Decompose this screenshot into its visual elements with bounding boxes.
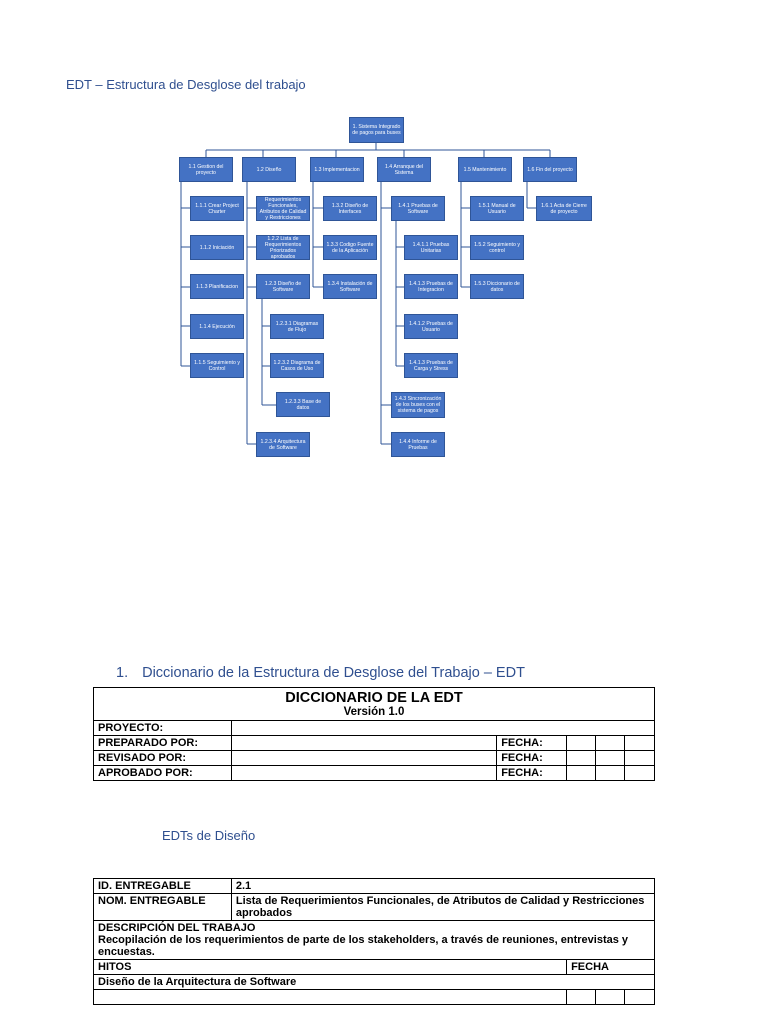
preparado-label: PREPARADO POR:	[94, 736, 232, 751]
wbs-node-1-2-3-4: 1.2.3.4 Arquitectura de Software	[256, 432, 310, 457]
wbs-chart	[0, 0, 768, 480]
descripcion-label: DESCRIPCIÓN DEL TRABAJO	[98, 922, 256, 934]
nom-entregable-value: Lista de Requerimientos Funcionales, de Atributos de Calidad y Restricciones aprobados	[231, 894, 654, 921]
wbs-node-1-1: 1.1 Gestion del proyecto	[179, 157, 233, 182]
wbs-node-1-4-1-2: 1.4.1.2 Pruebas de Usuario	[404, 314, 458, 339]
proyecto-label: PROYECTO:	[94, 721, 232, 736]
aprobado-fecha-month	[596, 766, 625, 781]
aprobado-fecha-year	[625, 766, 655, 781]
wbs-node-1-1-3: 1.1.3 Planificacion	[190, 274, 244, 299]
wbs-node-1-4-1-1: 1.4.1.1 Pruebas Unitarias	[404, 235, 458, 260]
nom-entregable-label: NOM. ENTREGABLE	[94, 894, 232, 921]
wbs-node-1-4-4: 1.4.4 Informe de Pruebas	[391, 432, 445, 457]
preparado-fecha-year	[625, 736, 655, 751]
wbs-node-1-2-3-3: 1.2.3.3 Base de datos	[276, 392, 330, 417]
revisado-fecha-day	[567, 751, 596, 766]
wbs-node-1-2-2: 1.2.2 Lista de Requerimientos Priorizados aprobados	[256, 235, 310, 260]
revisado-fecha-month	[596, 751, 625, 766]
aprobado-label: APROBADO POR:	[94, 766, 232, 781]
preparado-fecha-label: FECHA:	[497, 736, 567, 751]
wbs-node-1-6-1: 1.6.1 Acta de Cierre de proyecto	[536, 196, 592, 221]
wbs-node-1-2-1: Requerimientos Funcionales, Atributos de Calidad y Restricciones	[256, 196, 310, 221]
descripcion-cell	[94, 921, 655, 960]
dictionary-heading	[116, 665, 525, 681]
preparado-value	[231, 736, 496, 751]
wbs-node-1-2: 1.2 Diseño	[242, 157, 296, 182]
wbs-node-1-6: 1.6 Fin del proyecto	[523, 157, 577, 182]
hito-row: Diseño de la Arquitectura de Software	[94, 975, 655, 990]
revisado-fecha-year	[625, 751, 655, 766]
dictionary-table-header	[94, 688, 655, 721]
hito-fecha-day	[567, 990, 596, 1005]
aprobado-value	[231, 766, 496, 781]
wbs-node-1-2-3-1: 1.2.3.1 Diagramas de Flujo	[270, 314, 324, 339]
design-heading: EDTs de Diseño	[162, 828, 256, 843]
deliverable-table	[93, 878, 655, 1005]
dictionary-table-title: DICCIONARIO DE LA EDT	[285, 690, 463, 706]
wbs-node-1-4-1: 1.4.1 Pruebas de Software	[391, 196, 445, 221]
id-entregable-label: ID. ENTREGABLE	[94, 879, 232, 894]
hitos-label: HITOS	[94, 960, 567, 975]
wbs-node-1-3-3: 1.3.3 Codigo Fuente de la Aplicación	[323, 235, 377, 260]
wbs-node-1-3: 1.3 Implementacion	[310, 157, 364, 182]
dictionary-table-version: Versión 1.0	[343, 706, 405, 718]
wbs-node-1-4-3: 1.4.3 Sincronización de los buses con el sistema de pagos	[391, 392, 445, 418]
preparado-fecha-month	[596, 736, 625, 751]
proyecto-value	[231, 721, 654, 736]
wbs-node-1-4-1-3-carga: 1.4.1.3 Pruebas de Carga y Stress	[404, 353, 458, 378]
wbs-node-1-2-3-2: 1.2.3.2 Diagrama de Casos de Uso	[270, 353, 324, 378]
wbs-node-1-5: 1.5 Mantenimiento	[458, 157, 512, 182]
aprobado-fecha-day	[567, 766, 596, 781]
aprobado-fecha-label: FECHA:	[497, 766, 567, 781]
wbs-node-root: 1. Sistema Integrado de pagos para buses	[349, 117, 404, 143]
hito-fecha-month	[596, 990, 625, 1005]
id-entregable-value: 2.1	[231, 879, 654, 894]
wbs-node-1-1-1: 1.1.1 Crear Project Charter	[190, 196, 244, 221]
wbs-connectors	[0, 0, 768, 480]
dictionary-heading-text: Diccionario de la Estructura de Desglose del Trabajo – EDT	[142, 665, 525, 681]
wbs-node-1-1-4: 1.1.4 Ejecución	[190, 314, 244, 339]
revisado-value	[231, 751, 496, 766]
descripcion-value: Recopilación de los requerimientos de parte de los stakeholders, a través de reuniones, entrevistas y encuestas.	[98, 934, 629, 958]
wbs-node-1-4: 1.4 Arranque del Sistema	[377, 157, 431, 182]
wbs-node-1-2-3: 1.2.3 Diseño de Software	[256, 274, 310, 299]
dictionary-heading-number: 1.	[116, 665, 129, 681]
wbs-node-1-3-2: 1.3.2 Diseño de Interfaces	[323, 196, 377, 221]
hito-empty-row	[94, 990, 567, 1005]
revisado-fecha-label: FECHA:	[497, 751, 567, 766]
wbs-node-1-3-4: 1.3.4 Instalación de Software	[323, 274, 377, 299]
wbs-title: EDT – Estructura de Desglose del trabajo	[66, 77, 306, 92]
wbs-node-1-5-1: 1.5.1 Manual de Usuario	[470, 196, 524, 221]
wbs-node-1-1-5: 1.1.5 Seguimiento y Control	[190, 353, 244, 378]
wbs-node-1-4-1-3-integracion: 1.4.1.3 Pruebas de Integracion	[404, 274, 458, 299]
dictionary-table	[93, 687, 655, 781]
wbs-node-1-5-3: 1.5.3 Diccionario de datos	[470, 274, 524, 299]
hitos-fecha-label: FECHA	[567, 960, 655, 975]
preparado-fecha-day	[567, 736, 596, 751]
hito-fecha-year	[625, 990, 655, 1005]
wbs-node-1-1-2: 1.1.2 Iniciación	[190, 235, 244, 260]
revisado-label: REVISADO POR:	[94, 751, 232, 766]
wbs-node-1-5-2: 1.5.2 Seguimiento y control	[470, 235, 524, 260]
